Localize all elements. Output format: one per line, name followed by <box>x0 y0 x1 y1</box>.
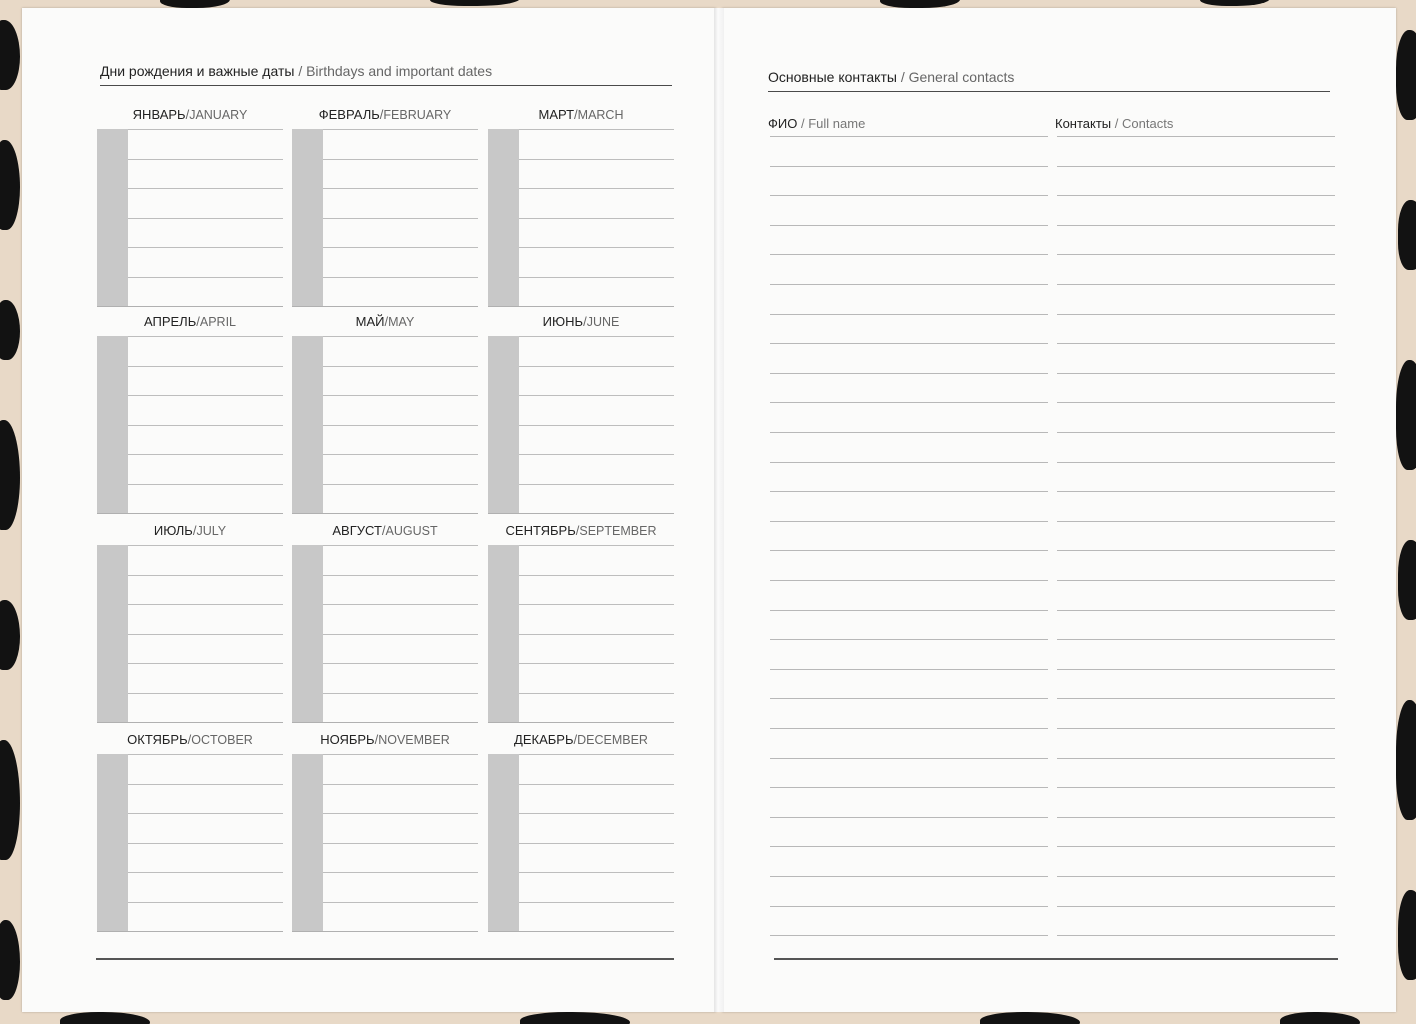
month-block <box>97 107 283 307</box>
contact-entry-line <box>1057 343 1335 344</box>
contact-entry-line <box>1057 846 1335 847</box>
notebook-spine <box>714 8 724 1012</box>
entry-line <box>519 843 674 844</box>
contact-entry-line <box>1057 402 1335 403</box>
col-en: Contacts <box>1122 116 1174 131</box>
entry-line <box>519 247 674 248</box>
name-entry-line <box>770 669 1048 670</box>
entry-line <box>323 545 478 546</box>
entry-line <box>97 931 283 932</box>
month-name-en: JUNE <box>586 315 620 329</box>
month-title <box>488 523 674 538</box>
month-name-ru: ИЮНЬ <box>542 314 584 329</box>
date-column <box>97 545 128 723</box>
header-ru: Дни рождения и важные даты <box>100 63 295 79</box>
entry-line <box>323 454 478 455</box>
entry-line <box>97 513 283 514</box>
left-bottom-rule <box>96 958 674 960</box>
entry-line <box>128 843 283 844</box>
month-block <box>97 732 283 932</box>
month-lines <box>292 754 478 932</box>
name-entry-line <box>770 728 1048 729</box>
month-name-en: NOVEMBER <box>378 733 450 747</box>
entry-line <box>128 754 283 755</box>
name-entry-line <box>770 580 1048 581</box>
entry-line <box>323 159 478 160</box>
entry-line <box>519 277 674 278</box>
name-entry-line <box>770 432 1048 433</box>
month-title <box>292 523 478 538</box>
entry-line <box>488 722 674 723</box>
entry-line <box>97 306 283 307</box>
entry-line <box>323 902 478 903</box>
name-entry-line <box>770 876 1048 877</box>
entry-line <box>128 693 283 694</box>
entry-line <box>488 513 674 514</box>
entry-line <box>323 277 478 278</box>
month-title <box>488 107 674 122</box>
name-entry-line <box>770 402 1048 403</box>
month-sep: / <box>583 314 587 329</box>
name-entry-line <box>770 284 1048 285</box>
month-lines <box>488 336 674 514</box>
month-name-en: APRIL <box>199 315 237 329</box>
entry-line <box>128 188 283 189</box>
month-block <box>488 732 674 932</box>
entry-line <box>128 129 283 130</box>
entry-line <box>128 545 283 546</box>
month-lines <box>97 129 283 307</box>
month-name-ru: НОЯБРЬ <box>320 732 375 747</box>
entry-line <box>128 218 283 219</box>
name-entry-line <box>770 758 1048 759</box>
month-name-ru: ДЕКАБРЬ <box>514 732 574 747</box>
contact-entry-line <box>1057 935 1335 936</box>
entry-line <box>128 872 283 873</box>
month-block <box>97 523 283 723</box>
month-name-ru: СЕНТЯБРЬ <box>505 523 576 538</box>
entry-line <box>519 663 674 664</box>
contacts-column-header <box>1055 116 1173 131</box>
entry-line <box>292 513 478 514</box>
month-sep: / <box>185 107 190 122</box>
entry-line <box>323 188 478 189</box>
month-sep: / <box>573 732 578 747</box>
name-entry-line <box>770 314 1048 315</box>
entry-line <box>128 634 283 635</box>
entry-line <box>519 902 674 903</box>
entry-line <box>323 813 478 814</box>
contact-entry-line <box>1057 254 1335 255</box>
entry-line <box>323 218 478 219</box>
month-lines <box>488 545 674 723</box>
entry-line <box>128 395 283 396</box>
month-lines <box>488 129 674 307</box>
month-title <box>97 107 283 122</box>
month-name-ru: АВГУСТ <box>332 523 382 538</box>
contact-entry-line <box>1057 225 1335 226</box>
contact-entry-line <box>1057 373 1335 374</box>
entry-line <box>292 306 478 307</box>
contact-entry-line <box>1057 284 1335 285</box>
entry-line <box>519 395 674 396</box>
month-name-ru: ОКТЯБРЬ <box>127 732 188 747</box>
name-entry-line <box>770 195 1048 196</box>
entry-line <box>128 425 283 426</box>
name-entry-line <box>770 935 1048 936</box>
month-sep: / <box>192 523 197 538</box>
entry-line <box>128 159 283 160</box>
month-name-ru: ЯНВАРЬ <box>132 107 186 122</box>
entry-line <box>488 306 674 307</box>
name-entry-line <box>770 550 1048 551</box>
entry-line <box>519 604 674 605</box>
contact-entry-line <box>1057 817 1335 818</box>
contact-entry-line <box>1057 639 1335 640</box>
name-entry-line <box>770 906 1048 907</box>
contact-entry-line <box>1057 166 1335 167</box>
entry-line <box>519 784 674 785</box>
entry-line <box>128 604 283 605</box>
header-en: General contacts <box>908 69 1015 85</box>
month-sep: / <box>574 107 578 122</box>
entry-line <box>323 129 478 130</box>
entry-line <box>128 663 283 664</box>
entry-line <box>519 813 674 814</box>
birthdays-header <box>100 63 672 86</box>
month-lines <box>292 129 478 307</box>
name-entry-line <box>770 817 1048 818</box>
entry-line <box>519 159 674 160</box>
name-entry-line <box>770 521 1048 522</box>
name-entry-line <box>770 610 1048 611</box>
contact-entry-line <box>1057 462 1335 463</box>
month-lines <box>97 754 283 932</box>
entry-line <box>519 872 674 873</box>
entry-line <box>519 545 674 546</box>
entry-line <box>128 902 283 903</box>
month-block <box>488 523 674 723</box>
header-sep: / <box>900 69 905 85</box>
date-column <box>97 129 128 307</box>
contact-entry-line <box>1057 195 1335 196</box>
entry-line <box>323 754 478 755</box>
month-name-en: JANUARY <box>189 108 248 122</box>
entry-line <box>519 693 674 694</box>
entry-line <box>323 484 478 485</box>
entry-line <box>323 872 478 873</box>
entry-line <box>519 634 674 635</box>
name-entry-line <box>770 166 1048 167</box>
month-name-en: SEPTEMBER <box>579 524 657 538</box>
entry-line <box>128 277 283 278</box>
entry-line <box>519 218 674 219</box>
entry-line <box>519 366 674 367</box>
month-sep: / <box>575 523 580 538</box>
month-name-ru: ФЕВРАЛЬ <box>318 107 380 122</box>
entry-line <box>323 843 478 844</box>
full-name-column-header <box>768 116 865 131</box>
entry-line <box>128 247 283 248</box>
date-column <box>292 129 323 307</box>
month-block <box>292 523 478 723</box>
contact-entry-line <box>1057 580 1335 581</box>
contact-entry-line <box>1057 876 1335 877</box>
contact-entry-line <box>1057 787 1335 788</box>
entry-line <box>128 336 283 337</box>
entry-line <box>519 484 674 485</box>
entry-line <box>323 784 478 785</box>
entry-line <box>519 754 674 755</box>
month-block <box>488 107 674 307</box>
contact-entry-line <box>1057 698 1335 699</box>
contact-entry-line <box>1057 491 1335 492</box>
month-name-ru: МАЙ <box>355 314 385 329</box>
month-title <box>97 523 283 538</box>
month-lines <box>292 545 478 723</box>
entry-line <box>97 722 283 723</box>
date-column <box>292 754 323 932</box>
month-lines <box>292 336 478 514</box>
month-block <box>488 314 674 514</box>
header-ru: Основные контакты <box>768 69 897 85</box>
entry-line <box>128 366 283 367</box>
month-block <box>97 314 283 514</box>
name-entry-line <box>770 787 1048 788</box>
entry-line <box>323 604 478 605</box>
month-sep: / <box>196 314 200 329</box>
date-column <box>488 754 519 932</box>
entry-line <box>323 366 478 367</box>
entry-line <box>519 336 674 337</box>
month-name-en: MAY <box>388 315 415 329</box>
contact-entry-line <box>1057 728 1335 729</box>
entry-line <box>323 575 478 576</box>
month-name-en: MARCH <box>577 108 624 122</box>
entry-line <box>519 454 674 455</box>
month-sep: / <box>374 732 379 747</box>
month-title <box>97 732 283 747</box>
contact-entry-line <box>1057 314 1335 315</box>
col-ru: ФИО <box>768 116 798 131</box>
name-entry-line <box>770 491 1048 492</box>
month-name-ru: ИЮЛЬ <box>153 523 193 538</box>
month-title <box>292 732 478 747</box>
name-entry-line <box>770 343 1048 344</box>
entry-line <box>323 336 478 337</box>
month-block <box>292 314 478 514</box>
name-entry-line <box>770 136 1048 137</box>
month-lines <box>97 545 283 723</box>
name-entry-line <box>770 373 1048 374</box>
date-column <box>488 129 519 307</box>
date-column <box>292 545 323 723</box>
name-entry-line <box>770 225 1048 226</box>
name-entry-line <box>770 639 1048 640</box>
month-name-en: AUGUST <box>385 524 438 538</box>
date-column <box>488 336 519 514</box>
date-column <box>488 545 519 723</box>
month-name-ru: АПРЕЛЬ <box>143 314 197 329</box>
header-sep: / <box>298 63 303 79</box>
entry-line <box>323 693 478 694</box>
month-block <box>292 732 478 932</box>
month-name-ru: МАРТ <box>538 107 575 122</box>
month-sep: / <box>379 107 384 122</box>
name-entry-line <box>770 254 1048 255</box>
contact-entry-line <box>1057 906 1335 907</box>
contacts-header <box>768 69 1330 92</box>
contact-entry-line <box>1057 432 1335 433</box>
entry-line <box>323 395 478 396</box>
month-name-en: JULY <box>196 524 227 538</box>
right-page <box>722 8 1396 1012</box>
contact-entry-line <box>1057 610 1335 611</box>
entry-line <box>128 484 283 485</box>
month-lines <box>97 336 283 514</box>
contact-entry-line <box>1057 136 1335 137</box>
entry-line <box>323 247 478 248</box>
entry-line <box>128 454 283 455</box>
date-column <box>292 336 323 514</box>
month-title <box>97 314 283 329</box>
month-block <box>292 107 478 307</box>
entry-line <box>519 425 674 426</box>
month-sep: / <box>381 523 386 538</box>
month-lines <box>488 754 674 932</box>
entry-line <box>128 813 283 814</box>
entry-line <box>323 425 478 426</box>
month-title <box>488 732 674 747</box>
col-sep: / <box>1114 116 1119 131</box>
contact-entry-line <box>1057 550 1335 551</box>
entry-line <box>519 575 674 576</box>
month-sep: / <box>187 732 192 747</box>
entry-line <box>128 784 283 785</box>
entry-line <box>292 722 478 723</box>
month-name-en: OCTOBER <box>191 733 253 747</box>
entry-line <box>519 129 674 130</box>
contact-entry-line <box>1057 758 1335 759</box>
contact-entry-line <box>1057 669 1335 670</box>
date-column <box>97 754 128 932</box>
header-en: Birthdays and important dates <box>306 63 493 79</box>
month-name-en: DECEMBER <box>577 733 648 747</box>
date-column <box>97 336 128 514</box>
month-sep: / <box>384 314 389 329</box>
entry-line <box>488 931 674 932</box>
month-title <box>292 107 478 122</box>
col-en: Full name <box>808 116 866 131</box>
name-entry-line <box>770 462 1048 463</box>
month-title <box>292 314 478 329</box>
col-ru: Контакты <box>1055 116 1112 131</box>
entry-line <box>292 931 478 932</box>
entry-line <box>323 663 478 664</box>
contact-entry-line <box>1057 521 1335 522</box>
name-entry-line <box>770 698 1048 699</box>
col-sep: / <box>800 116 805 131</box>
entry-line <box>323 634 478 635</box>
entry-line <box>519 188 674 189</box>
month-title <box>488 314 674 329</box>
month-name-en: FEBRUARY <box>383 108 452 122</box>
name-entry-line <box>770 846 1048 847</box>
entry-line <box>128 575 283 576</box>
right-bottom-rule <box>774 958 1338 960</box>
